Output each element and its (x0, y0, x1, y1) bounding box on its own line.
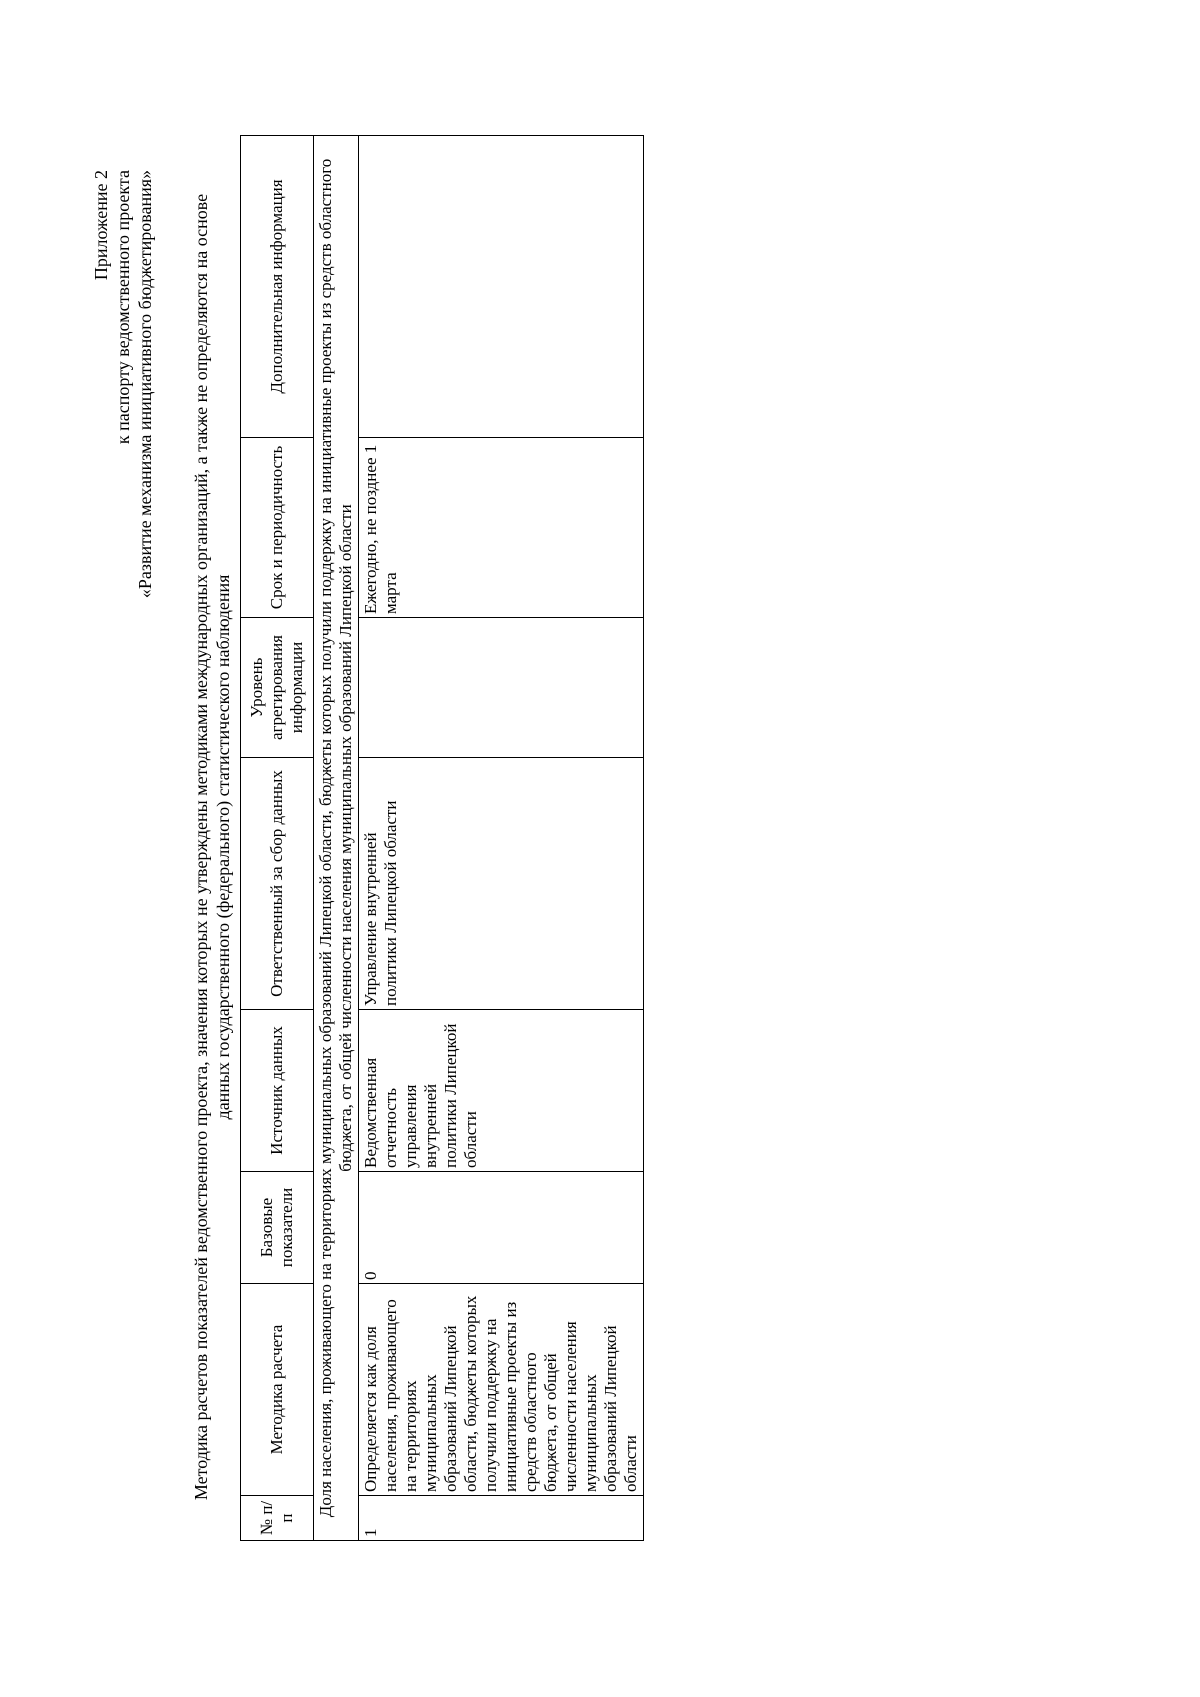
cell-term: Ежегодно, не позднее 1 марта (359, 438, 644, 618)
section-title: Доля населения, проживающего на территориях муниципальных образований Липецкой области, бюджеты которых получили поддержку на инициативные проекты из средств областного бюджета, от общей численности населения муниципальных образований Липецкой области (314, 136, 359, 1541)
cell-responsible: Управление внутренней политики Липецкой области (359, 758, 644, 1010)
appendix-line-2: к паспорту ведомственного проекта (113, 170, 133, 445)
cell-base: 0 (359, 1172, 644, 1284)
header-responsible: Ответственный за сбор данных (241, 758, 314, 1010)
header-method: Методика расчета (241, 1284, 314, 1496)
cell-source: Ведомственная отчетность управления внутренней политики Липецкой области (359, 1010, 644, 1172)
header-extra: Дополнительная информация (241, 136, 314, 438)
cell-num: 1 (359, 1496, 644, 1541)
cell-level (359, 618, 644, 758)
cell-extra (359, 136, 644, 438)
document-title: Методика расчетов показателей ведомственного проекта, значения которых не утверждены методиками международных организаций, а также не определяются на основе данных государственного (федерального) статистического наблюдения (191, 193, 233, 1501)
appendix-line-1: Приложение 2 (91, 170, 111, 281)
cell-method: Определяется как доля населения, проживающего на территориях муниципальных образований Липецкой области, бюджеты которых получили поддержку на инициативные проекты из средств областного бюджета, от общей численности населения муниципальных образований Липецкой области (359, 1284, 644, 1496)
header-base: Базовые показатели (241, 1172, 314, 1284)
methodology-table (240, 135, 644, 1541)
header-term: Срок и периодичность (241, 438, 314, 618)
header-level: Уровень агрегирования информации (241, 618, 314, 758)
appendix-header (90, 170, 156, 598)
table-header-row (241, 136, 314, 1541)
header-num: № п/п (241, 1496, 314, 1541)
table-row (359, 136, 644, 1541)
section-row (314, 136, 359, 1541)
header-source: Источник данных (241, 1010, 314, 1172)
appendix-line-3: «Развитие механизма инициативного бюджетирования» (135, 170, 155, 599)
